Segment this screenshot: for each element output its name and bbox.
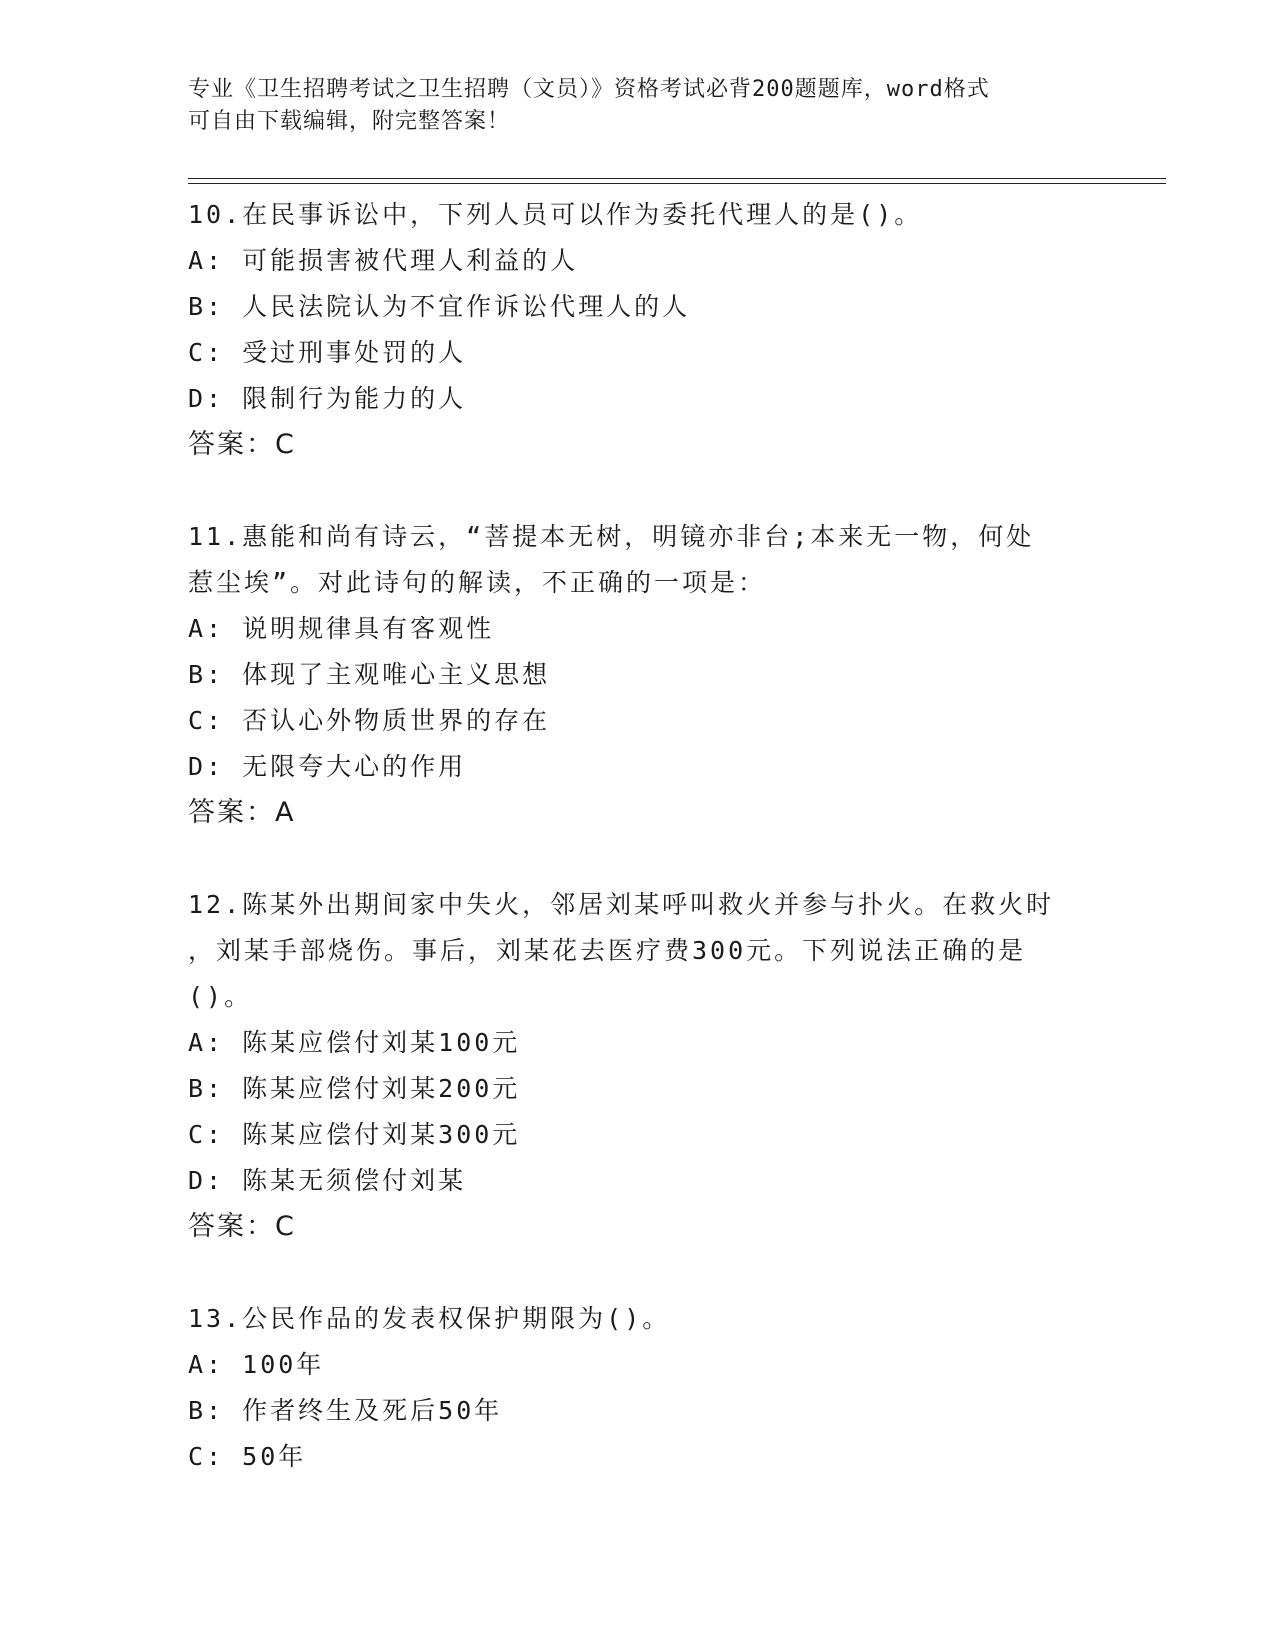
option-b: B: 体现了主观唯心主义思想 (188, 660, 551, 689)
option-c: C: 陈某应偿付刘某300元 (188, 1120, 521, 1149)
question-spacer (188, 836, 1088, 882)
question-stem-line: 10.在民事诉讼中，下列人员可以作为委托代理人的是()。 (188, 200, 923, 229)
option-a: A: 陈某应偿付刘某100元 (188, 1028, 521, 1057)
question-list (188, 192, 1088, 1480)
option-a: A: 100年 (188, 1350, 325, 1379)
header-line-1: 专业《卫生招聘考试之卫生招聘（文员）》资格考试必背200题题库，word格式 (188, 77, 990, 102)
option-d: D: 限制行为能力的人 (188, 384, 467, 413)
option-b: B: 作者终生及死后50年 (188, 1396, 503, 1425)
question-stem-line: 11.惠能和尚有诗云，“菩提本无树，明镜亦非台;本来无一物，何处 (188, 522, 1035, 551)
answer-line: 答案：A (188, 797, 296, 828)
question-stem-line: 12.陈某外出期间家中失火，邻居刘某呼叫救火并参与扑火。在救火时 (188, 890, 1055, 919)
answer-line: 答案：C (188, 1211, 296, 1242)
option-a: A: 说明规律具有客观性 (188, 614, 495, 643)
option-c: C: 受过刑事处罚的人 (188, 338, 467, 367)
option-d: D: 陈某无须偿付刘某 (188, 1166, 467, 1195)
question-10 (188, 192, 1088, 468)
header-line-2: 可自由下载编辑，附完整答案！ (188, 109, 511, 134)
option-c: C: 否认心外物质世界的存在 (188, 706, 551, 735)
question-stem-line: ()。 (188, 982, 253, 1011)
question-stem-line: ，刘某手部烧伤。事后，刘某花去医疗费300元。下列说法正确的是 (188, 936, 1027, 965)
option-b: B: 陈某应偿付刘某200元 (188, 1074, 521, 1103)
document-header (188, 74, 1068, 138)
question-11 (188, 514, 1088, 836)
question-stem-line: 13.公民作品的发表权保护期限为()。 (188, 1304, 671, 1333)
header-divider-top (188, 178, 1166, 179)
question-12 (188, 882, 1088, 1250)
question-spacer (188, 468, 1088, 514)
option-c: C: 50年 (188, 1442, 307, 1471)
header-divider-bottom (188, 183, 1166, 184)
option-a: A: 可能损害被代理人利益的人 (188, 246, 579, 275)
option-d: D: 无限夸大心的作用 (188, 752, 467, 781)
question-spacer (188, 1250, 1088, 1296)
option-b: B: 人民法院认为不宜作诉讼代理人的人 (188, 292, 691, 321)
question-13 (188, 1296, 1088, 1480)
answer-line: 答案：C (188, 429, 296, 460)
question-stem-line: 惹尘埃”。对此诗句的解读，不正确的一项是： (188, 568, 767, 597)
